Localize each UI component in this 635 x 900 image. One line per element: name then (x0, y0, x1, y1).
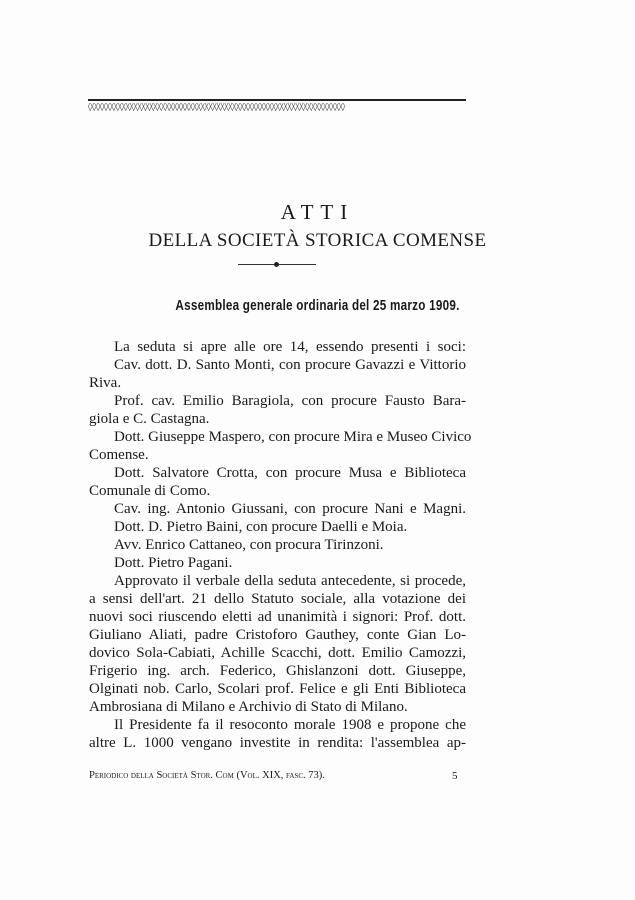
text-line: Dott. Pietro Pagani. (114, 555, 233, 571)
ornamental-border: ◊◊◊◊◊◊◊◊◊◊◊◊◊◊◊◊◊◊◊◊◊◊◊◊◊◊◊◊◊◊◊◊◊◊◊◊◊◊◊◊◊◊◊◊◊◊◊◊◊◊◊◊◊◊◊◊◊◊◊◊◊◊◊◊◊ (88, 103, 345, 112)
text-line: giola e C. Castagna. (89, 411, 210, 427)
title: ATTI (280, 200, 355, 224)
text-line: Ambrosiana di Milano e Archivio di Stato di Milano. (89, 699, 408, 715)
running-footer: Periodico della Società Stor. Com (Vol. XIX, fasc. 73). (89, 770, 325, 781)
text-line: Prof. cav. Emilio Baragiola, con procure Fausto Bara- (114, 393, 466, 409)
text-line: Avv. Enrico Cattaneo, con procura Tirinzoni. (114, 537, 384, 553)
text-line: Frigerio ing. arch. Federico, Ghislanzoni dott. Giuseppe, (89, 663, 466, 679)
text-line: Dott. Salvatore Crotta, con procure Musa e Biblioteca (114, 465, 466, 481)
text-line: Olginati nob. Carlo, Scolari prof. Felice e gli Enti Biblioteca (89, 681, 466, 697)
text-line: Approvato il verbale della seduta antecedente, si procede, (114, 573, 466, 589)
text-line: Il Presidente fa il resoconto morale 1908 e propone che (114, 717, 466, 733)
text-line: a sensi dell'art. 21 dello Statuto sociale, alla votazione dei (89, 591, 466, 607)
text-line: Cav. ing. Antonio Giussani, con procure Nani e Magni. (114, 501, 466, 517)
text-line: nuovi soci riuscendo eletti ad unanimità i signori: Prof. dott. (89, 609, 466, 625)
body-text (89, 338, 472, 752)
page-number: 5 (452, 770, 458, 782)
text-line: Dott. D. Pietro Baini, con procure Daelli e Moia. (114, 519, 408, 535)
section-heading: Assemblea generale ordinaria del 25 marzo 1909. (175, 297, 460, 314)
text-line: Comense. (89, 447, 149, 463)
header-rule (88, 99, 466, 101)
text-line: Dott. Giuseppe Maspero, con procure Mira e Museo Civico (114, 429, 472, 445)
text-line: Riva. (89, 375, 122, 391)
text-line: dovico Sola-Cabiati, Achille Scacchi, dott. Emilio Camozzi, (89, 645, 466, 661)
separator-dot (274, 262, 279, 267)
text-line: altre L. 1000 vengano investite in rendita: l'assemblea ap- (89, 735, 466, 751)
text-line: La seduta si apre alle ore 14, essendo presenti i soci: (114, 339, 466, 355)
text-line: Comunale di Como. (89, 483, 211, 499)
text-line: Giuliano Aliati, padre Cristoforo Gauthey, conte Gian Lo- (89, 627, 466, 643)
subtitle: DELLA SOCIETÀ STORICA COMENSE (148, 230, 487, 251)
text-line: Cav. dott. D. Santo Monti, con procure Gavazzi e Vittorio (114, 357, 466, 373)
